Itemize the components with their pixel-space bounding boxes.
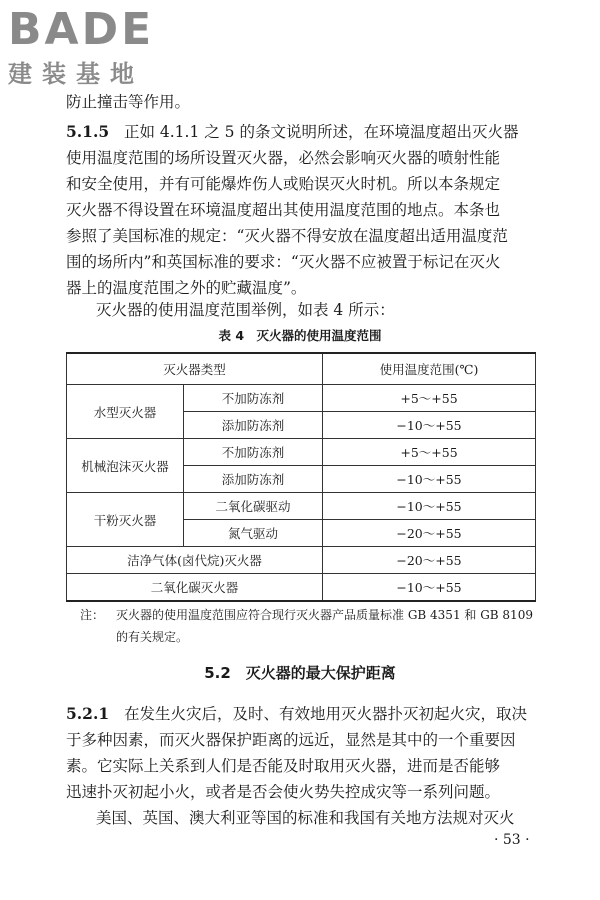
table-row (67, 439, 536, 466)
clause-515-line-4: 灭火器不得设置在环境温度超出其使用温度范围的地点。本条也 (66, 201, 501, 219)
clause-521-line-3: 素。它实际上关系到人们是否能及时取用灭火器，进而是否能够 (66, 757, 501, 775)
type-cell: 洁净气体(卤代烷)灭火器 (67, 547, 323, 574)
clause-515-line-3: 和安全使用，并有可能爆炸伤人或贻误灭火时机。所以本条规定 (66, 175, 501, 193)
type-cell: 机械泡沫灭火器 (67, 439, 184, 493)
clause-515-line-6: 围的场所内”和英国标准的要求：“灭火器不应被置于标记在灭火 (66, 253, 501, 271)
clause-515-line-7: 器上的温度范围之外的贮藏温度”。 (66, 279, 307, 297)
subtype-cell: 氮气驱动 (184, 520, 323, 547)
table-row (67, 574, 536, 602)
clause-515-number: 5.1.5 (66, 122, 110, 141)
type-cell: 水型灭火器 (67, 385, 184, 439)
subtype-cell: 添加防冻剂 (184, 466, 323, 493)
range-cell: +5～+55 (323, 439, 536, 466)
header-type: 灭火器类型 (67, 353, 323, 385)
paragraph-top: 防止撞击等作用。 (66, 93, 191, 111)
clause-521-line-2: 于多种因素，而灭火器保护距离的远近，显然是其中的一个重要因 (66, 731, 516, 749)
note-line-1: 灭火器的使用温度范围应符合现行灭火器产品质量标准 GB 4351 和 GB 8109 (116, 608, 533, 622)
temperature-range-table (66, 352, 536, 602)
table-intro: 灭火器的使用温度范围举例，如表 4 所示： (96, 301, 395, 319)
subtype-cell: 添加防冻剂 (184, 412, 323, 439)
section-heading: 5.2 灭火器的最大保护距离 (204, 664, 396, 682)
clause-515-line-2: 使用温度范围的场所设置灭火器，必然会影响灭火器的喷射性能 (66, 149, 501, 167)
range-cell: +5～+55 (323, 385, 536, 412)
clause-521-text: 在发生火灾后，及时、有效地用灭火器扑灭初起火灾，取决 (123, 705, 527, 723)
subtype-cell: 二氧化碳驱动 (184, 493, 323, 520)
note-line-2: 的有关规定。 (116, 630, 189, 644)
note-label: 注： (80, 608, 105, 622)
table-caption: 表 4 灭火器的使用温度范围 (218, 328, 382, 343)
table-row (67, 547, 536, 574)
type-cell: 二氧化碳灭火器 (67, 574, 323, 602)
clause-521-number: 5.2.1 (66, 704, 110, 723)
last-line: 美国、英国、澳大利亚等国的标准和我国有关地方法规对灭火 (96, 809, 515, 827)
logo-brand: BADE (8, 4, 155, 55)
table-row (67, 385, 536, 412)
header-range: 使用温度范围(℃) (323, 353, 536, 385)
clause-515-line-1 (66, 122, 536, 142)
range-cell: −10～+55 (323, 466, 536, 493)
clause-515-line-5: 参照了美国标准的规定：“灭火器不得安放在温度超出适用温度范 (66, 227, 508, 245)
page-number: · 53 · (494, 832, 530, 848)
logo (8, 4, 178, 89)
range-cell: −20～+55 (323, 547, 536, 574)
logo-subtitle: 建装基地 (8, 60, 144, 88)
range-cell: −10～+55 (323, 493, 536, 520)
range-cell: −10～+55 (323, 412, 536, 439)
range-cell: −20～+55 (323, 520, 536, 547)
clause-521-line-1 (66, 704, 536, 724)
type-cell: 干粉灭火器 (67, 493, 184, 547)
table-header-row (67, 353, 536, 385)
range-cell: −10～+55 (323, 574, 536, 602)
table-row (67, 493, 536, 520)
clause-515-text: 正如 4.1.1 之 5 的条文说明所述，在环境温度超出灭火器 (123, 123, 519, 141)
clause-521-line-4: 迅速扑灭初起小火，或者是否会使火势失控成灾等一系列问题。 (66, 783, 501, 801)
subtype-cell: 不加防冻剂 (184, 439, 323, 466)
subtype-cell: 不加防冻剂 (184, 385, 323, 412)
